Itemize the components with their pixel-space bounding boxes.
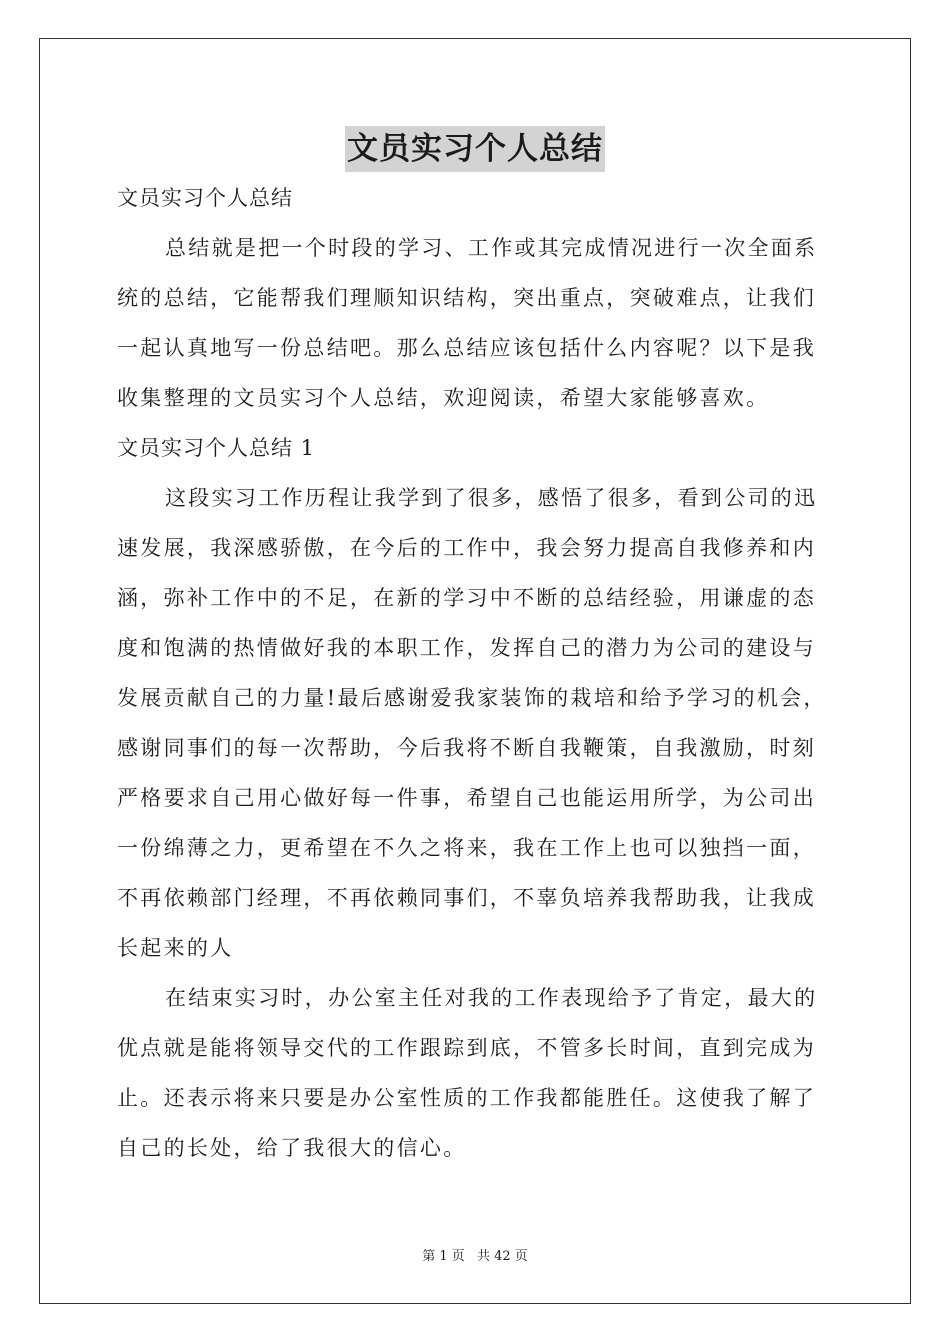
paragraph-line: 总结就是把一个时段的学习、工作或其完成情况进行一次全面系 (165, 236, 818, 260)
paragraph-line: 发展贡献自己的力量!最后感谢爱我家装饰的栽培和给予学习的机会， (117, 686, 827, 710)
paragraph-line: 在结束实习时，办公室主任对我的工作表现给予了肯定，最大的 (165, 986, 818, 1010)
document-body (117, 173, 853, 1173)
section-heading: 文员实习个人总结 1 (117, 436, 316, 460)
paragraph-line: 一份绵薄之力，更希望在不久之将来，我在工作上也可以独挡一面， (117, 836, 816, 860)
paragraph-line: 统的总结，它能帮我们理顺知识结构，突出重点，突破难点，让我们 (117, 286, 816, 310)
intro-paragraph (117, 223, 853, 423)
paragraph-line: 涵，弥补工作中的不足，在新的学习中不断的总结经验，用谦虚的态 (117, 586, 816, 610)
paragraph-line: 不再依赖部门经理，不再依赖同事们，不辜负培养我帮助我，让我成 (117, 886, 816, 910)
paragraph-line: 自己的长处，给了我很大的信心。 (117, 1136, 467, 1160)
page-number: 第 1 页 (422, 1249, 465, 1264)
paragraph-line: 长起来的人 (117, 936, 234, 960)
document-subtitle: 文员实习个人总结 (117, 186, 293, 210)
paragraph-line: 收集整理的文员实习个人总结，欢迎阅读，希望大家能够喜欢。 (117, 386, 770, 410)
paragraph-1 (117, 473, 853, 973)
page-footer (0, 1248, 950, 1266)
paragraph-line: 止。还表示将来只要是办公室性质的工作我都能胜任。这使我了解了 (117, 1086, 816, 1110)
paragraph-line: 这段实习工作历程让我学到了很多，感悟了很多，看到公司的迅 (165, 486, 818, 510)
title-container (0, 126, 950, 172)
document-title: 文员实习个人总结 (345, 126, 605, 172)
paragraph-line: 速发展，我深感骄傲，在今后的工作中，我会努力提高自我修养和内 (117, 536, 816, 560)
page-total: 共 42 页 (476, 1249, 528, 1264)
paragraph-2 (117, 973, 853, 1173)
paragraph-line: 度和饱满的热情做好我的本职工作，发挥自己的潜力为公司的建设与 (117, 636, 816, 660)
paragraph-line: 严格要求自己用心做好每一件事，希望自己也能运用所学，为公司出 (117, 786, 816, 810)
paragraph-line: 优点就是能将领导交代的工作跟踪到底，不管多长时间，直到完成为 (117, 1036, 816, 1060)
paragraph-line: 感谢同事们的每一次帮助，今后我将不断自我鞭策，自我激励，时刻 (117, 736, 816, 760)
paragraph-line: 一起认真地写一份总结吧。那么总结应该包括什么内容呢？以下是我 (117, 336, 816, 360)
